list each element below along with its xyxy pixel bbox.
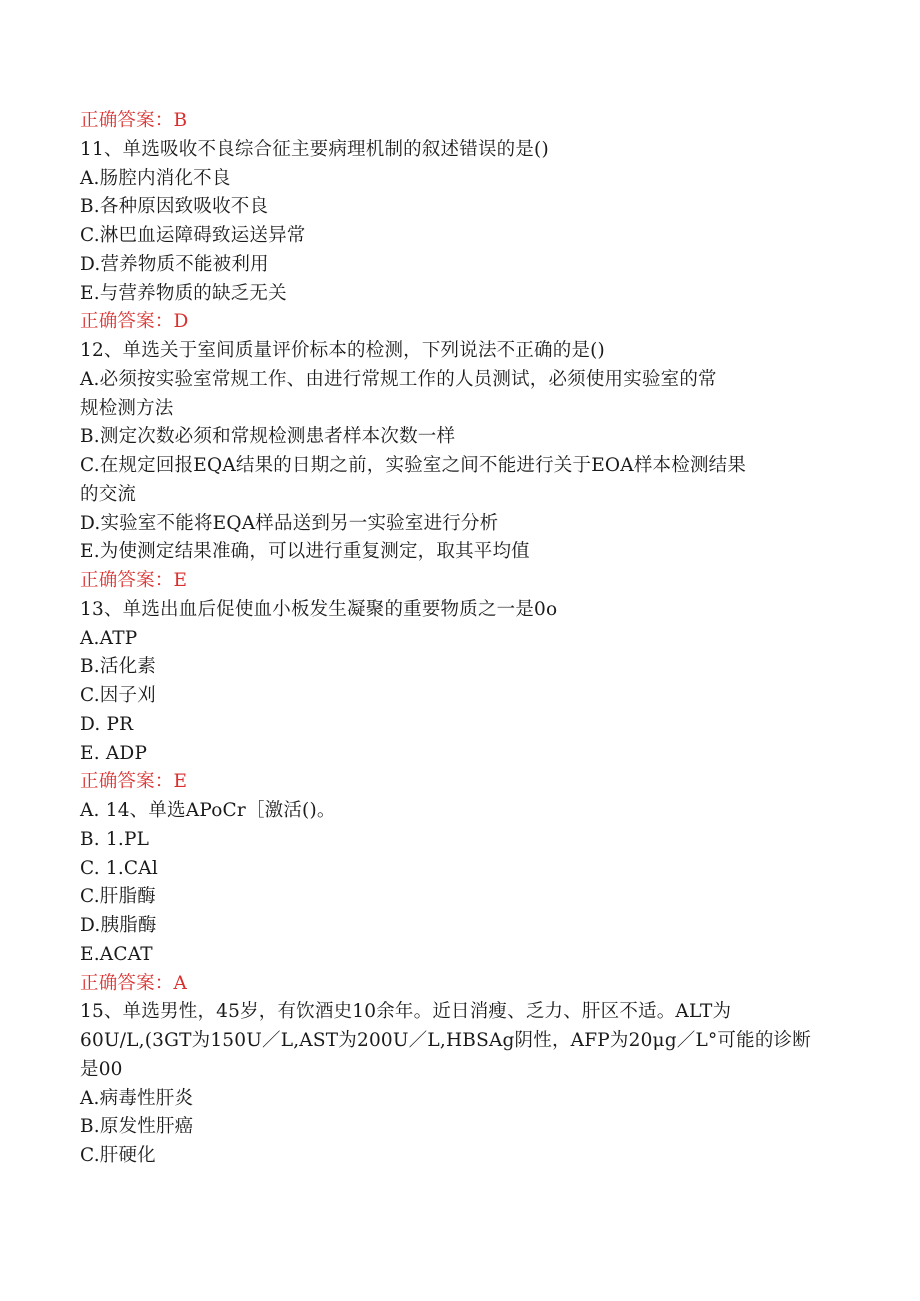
option-line: D.实验室不能将EQA样品送到另一实验室进行分析 xyxy=(80,512,499,534)
option-line: B.活化素 xyxy=(80,656,156,678)
option-line: B.原发性肝癌 xyxy=(80,1116,194,1138)
question-line: 60U/L,(3GT为150U／L,AST为200U／L,HBSAg阴性，AFP为20μg／L°可能的诊断 xyxy=(80,1030,811,1051)
option-line: E.为使测定结果准确，可以进行重复测定，取其平均值 xyxy=(80,541,530,563)
option-line: D.营养物质不能被利用 xyxy=(80,253,269,275)
option-line: E.与营养物质的缺乏无关 xyxy=(80,282,287,304)
option-line: 的交流 xyxy=(80,483,137,505)
option-line: A.ATP xyxy=(80,627,138,649)
option-line: 规检测方法 xyxy=(80,397,174,419)
option-line: D.胰脂酶 xyxy=(80,915,157,936)
question-line: A. 14、单选APoCr［激活()。 xyxy=(80,800,336,821)
answer-line: 正确答案：E xyxy=(80,771,188,793)
option-line: B.测定次数必须和常规检测患者样本次数一样 xyxy=(80,426,456,448)
option-line: A.必须按实验室常规工作、由进行常规工作的人员测试，必须使用实验室的常 xyxy=(80,368,717,390)
option-line: D. PR xyxy=(80,713,134,735)
option-line: B.各种原因致吸收不良 xyxy=(80,196,269,218)
question-line: 11、单选吸收不良综合征主要病理机制的叙述错误的是() xyxy=(80,138,549,160)
answer-line: 正确答案：A xyxy=(80,972,188,994)
answer-line: 正确答案：D xyxy=(80,311,189,333)
option-line: A.病毒性肝炎 xyxy=(80,1087,194,1109)
option-line: C.在规定回报EQA结果的日期之前，实验室之间不能进行关于EOA样本检测结果 xyxy=(80,455,747,476)
option-line: C.淋巴血运障碍致运送异常 xyxy=(80,225,306,246)
question-line: 12、单选关于室间质量评价标本的检测，下列说法不正确的是() xyxy=(80,340,605,361)
option-line: A.肠腔内消化不良 xyxy=(80,167,231,189)
question-line: 13、单选出血后促使血小板发生凝聚的重要物质之一是0o xyxy=(80,598,558,620)
option-line: E. ADP xyxy=(80,742,148,764)
question-line: 是00 xyxy=(80,1058,123,1080)
question-line: 15、单选男性，45岁，有饮酒史10余年。近日消瘦、乏力、肝区不适。ALT为 xyxy=(80,1001,732,1023)
option-line: C.肝脂酶 xyxy=(80,886,156,908)
option-line: C. 1.CAl xyxy=(80,857,158,879)
option-line: C.肝硬化 xyxy=(80,1145,156,1166)
option-line: C.因子刈 xyxy=(80,685,156,706)
option-line: B. 1.PL xyxy=(80,828,150,850)
answer-line: 正确答案：E xyxy=(80,570,188,591)
option-line: E.ACAT xyxy=(80,943,153,965)
document-body xyxy=(80,107,860,1171)
answer-line: 正确答案：B xyxy=(80,110,188,131)
